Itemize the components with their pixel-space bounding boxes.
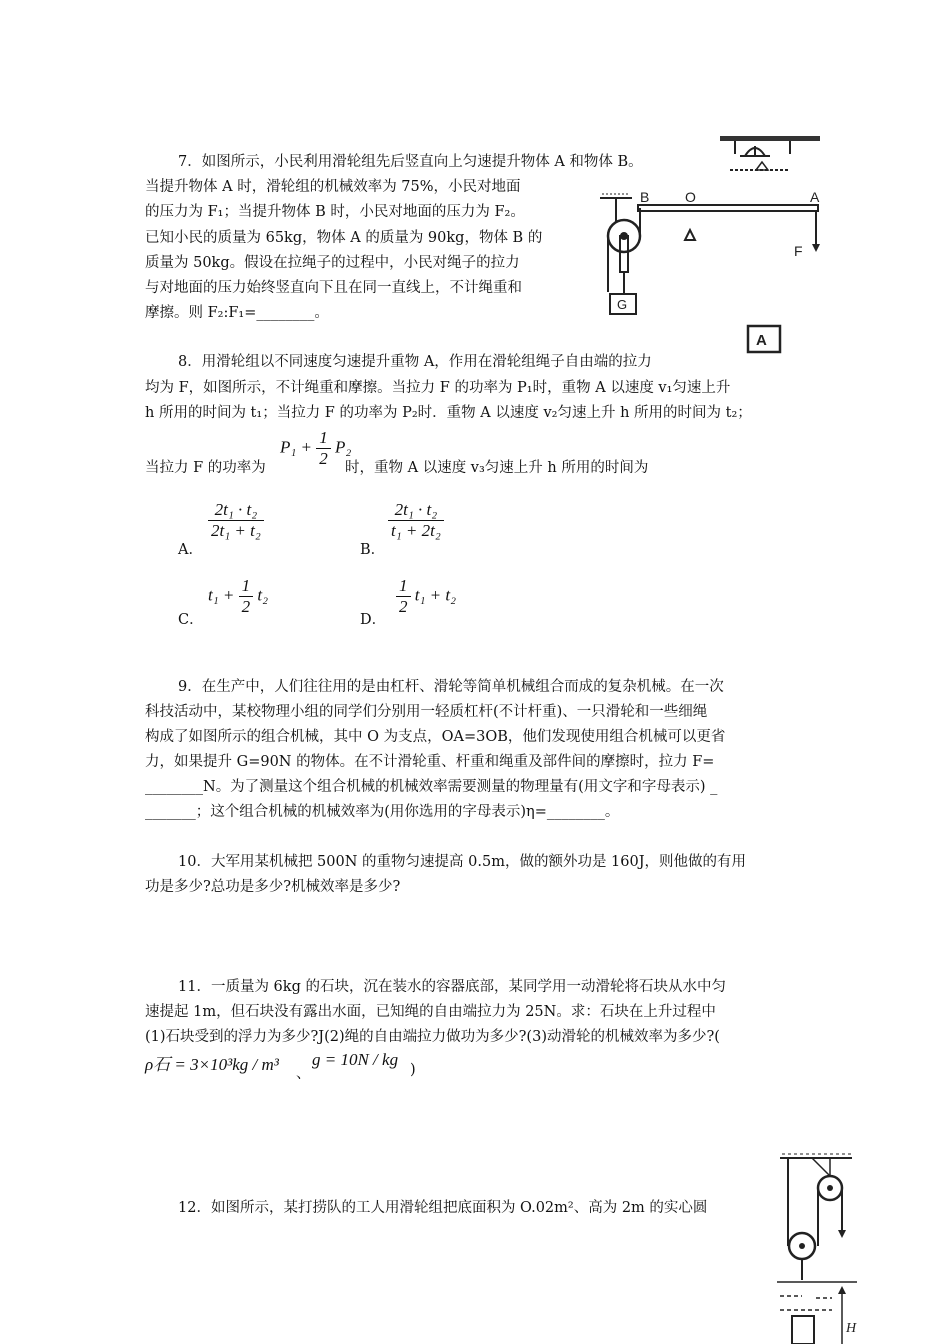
fig-label-a: A: [810, 189, 820, 205]
option-a-expr: $\frac{\text{2t₁ · t₂}}{\text{2t₁ + t₂}}$: [208, 500, 264, 541]
q8-line-3: h 所用的时间为 t₁；当拉力 F 的功率为 P₂时．重物 A 以速度 v₂匀速上升 h 所用的时间为 t₂；: [145, 405, 752, 421]
fig-label-b: B: [640, 189, 650, 205]
q9-line-2: 科技活动中，某校物理小组的同学们分别用一轻质杠杆(不计杆重)、一只滑轮和一些细绳: [145, 704, 708, 720]
option-c-label: C．: [178, 612, 204, 628]
q9-line-5: ________N。为了测量这个组合机械的机械效率需要测量的物理量有(用文字和字母表示) _: [145, 779, 718, 795]
q8-line-1: 8．用滑轮组以不同速度匀速提升重物 A，作用在滑轮组绳子自由端的拉力: [178, 354, 652, 370]
option-a-label: A．: [178, 542, 203, 558]
option-d-label: D．: [360, 612, 387, 628]
q9-line-6: _______；这个组合机械的机械效率为(用你选用的字母表示)η=________。: [145, 804, 620, 820]
q10-line-2: 功是多少?总功是多少?机械效率是多少?: [145, 879, 401, 895]
option-b-label: B．: [360, 542, 386, 558]
q12-line-1: 12．如图所示，某打捞队的工人用滑轮组把底面积为 O.02m²、高为 2m 的实心圆: [178, 1200, 708, 1216]
q8-power-expr: P₁ + $\frac{1}{2}$ P₂: [280, 428, 352, 468]
q7-line-7: 摩擦。则 F₂:F₁=________。: [145, 305, 329, 321]
q11-close: ): [410, 1062, 416, 1078]
q8-line-4-pre: 当拉力 F 的功率为: [145, 460, 266, 476]
q9-line-1: 9．在生产中，人们往往用的是由杠杆、滑轮等简单机械组合而成的复杂机械。在一次: [178, 679, 724, 695]
q11-line-1: 11．一质量为 6kg 的石块，沉在装水的容器底部，某同学用一动滑轮将石块从水中匀: [178, 979, 726, 995]
q9-line-4: 力，如果提升 G=90N 的物体。在不计滑轮重、杆重和绳重及部件间的摩擦时，拉力 F=: [145, 754, 715, 770]
q7-line-6: 与对地面的压力始终竖直向下且在同一直线上，不计绳重和: [145, 280, 522, 296]
fig-label-f: F: [794, 243, 803, 259]
q7-line-5: 质量为 50kg。假设在拉绳子的过程中，小民对绳子的拉力: [145, 255, 520, 271]
q7-line-2: 当提升物体 A 时，滑轮组的机械效率为 75%，小民对地面: [145, 179, 521, 195]
q11-line-3: (1)石块受到的浮力为多少?J(2)绳的自由端拉力做功为多少?(3)动滑轮的机械效率为多少?(: [145, 1029, 720, 1045]
q11-separator: 、: [296, 1066, 311, 1082]
fig-label-h: H: [846, 1321, 857, 1336]
lever-pulley-figure: [590, 132, 830, 357]
option-c-expr: t₁ + $\frac{1}{2}$ t₂: [208, 576, 268, 616]
q9-line-3: 构成了如图所示的组合机械，其中 O 为支点，OA=3OB，他们发现使用组合机械可以更省: [145, 729, 726, 745]
option-d-expr: $\frac{1}{2}$ t₁ + t₂: [396, 576, 456, 617]
salvage-pulley-figure: [772, 1148, 862, 1344]
q7-line-3: 的压力为 F₁；当提升物体 B 时，小民对地面的压力为 F₂。: [145, 204, 525, 220]
q7-line-4: 已知小民的质量为 65kg，物体 A 的质量为 90kg，物体 B 的: [145, 230, 543, 246]
q11-formula-rho: ρ石 = 3×10³kg / m³: [145, 1055, 279, 1074]
q8-line-2: 均为 F，如图所示，不计绳重和摩擦。当拉力 F 的功率为 P₁时，重物 A 以速度 v₁匀速上升: [145, 380, 731, 396]
fig-label-box-a: A: [756, 332, 767, 349]
q10-line-1: 10．大军用某机械把 500N 的重物匀速提高 0.5m，做的额外功是 160J，则他做的有用: [178, 854, 747, 870]
fig-label-g: G: [617, 297, 628, 312]
q11-formula-g: g = 10N / kg: [312, 1050, 399, 1069]
fig-label-o: O: [685, 189, 696, 205]
q11-line-2: 速提起 1m，但石块没有露出水面，已知绳的自由端拉力为 25N。求：石块在上升过程中: [145, 1004, 716, 1020]
q8-line-4-post: 时，重物 A 以速度 v₃匀速上升 h 所用的时间为: [345, 460, 649, 476]
option-b-expr: $\frac{\text{2t₁ · t₂}}{\text{t₁ + 2t₂}}$: [388, 500, 444, 541]
q7-line-1: 7．如图所示，小民利用滑轮组先后竖直向上匀速提升物体 A 和物体 B。: [178, 154, 643, 170]
